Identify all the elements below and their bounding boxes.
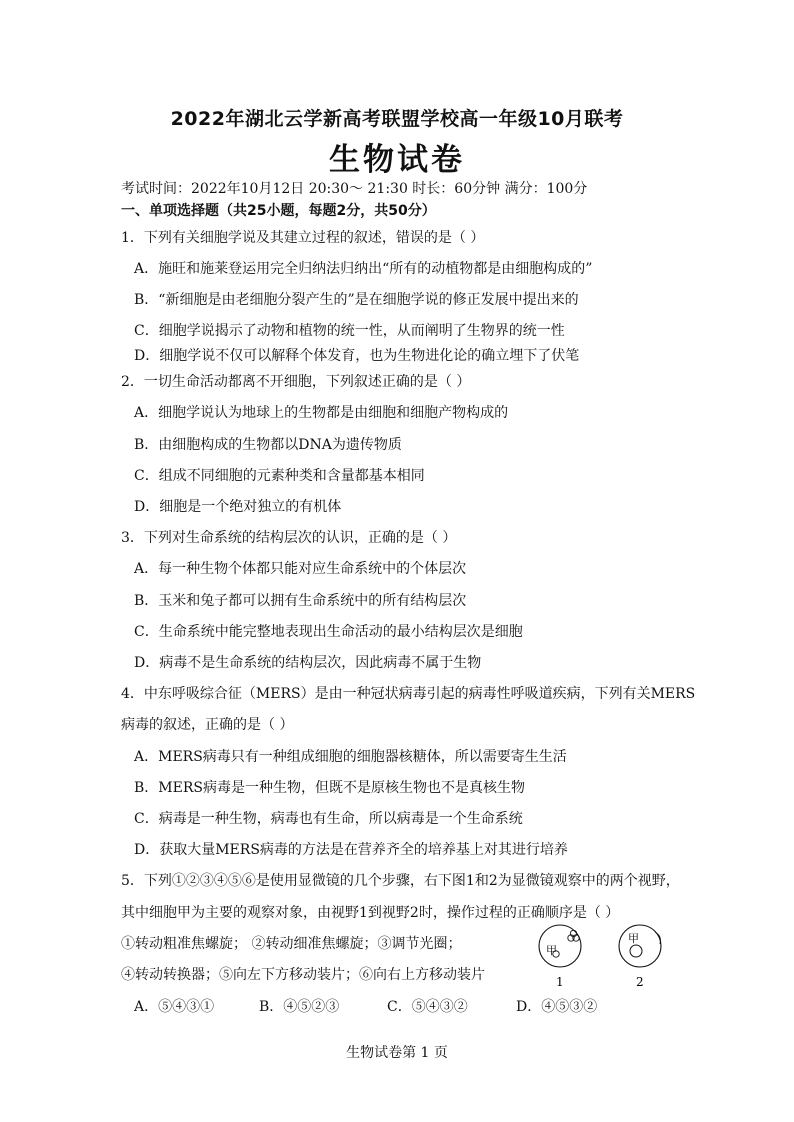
field-1 (539, 925, 581, 989)
question-4-stem-continued: 病毒的叙述，正确的是（ ） (121, 717, 294, 733)
question-1-option-c: C．细胞学说揭示了动物和植物的统一性，从而阐明了生物界的统一性 (134, 323, 565, 339)
microscope-fields-figure (528, 922, 678, 992)
question-4-option-c: C．病毒是一种生物，病毒也有生命，所以病毒是一个生命系统 (134, 811, 523, 827)
question-2-option-a: A．细胞学说认为地球上的生物都是由细胞和细胞产物构成的 (134, 405, 509, 421)
question-3-option-b: B．玉米和兔子都可以拥有生命系统中的所有结构层次 (134, 593, 467, 609)
question-5-steps-line-1: ①转动粗准焦螺旋； ②转动细准焦螺旋；③调节光圈； (121, 936, 462, 952)
section-heading: 一、单项选择题（共25小题，每题2分，共50分） (121, 203, 436, 219)
question-3-option-c: C．生命系统中能完整地表现出生命活动的最小结构层次是细胞 (134, 624, 523, 640)
question-5-option-d: D．④⑤③② (516, 999, 598, 1015)
question-3-option-d: D．病毒不是生命系统的结构层次，因此病毒不属于生物 (134, 655, 482, 671)
question-1-option-a: A．施旺和施莱登运用完全归纳法归纳出“所有的动植物都是由细胞构成的” (134, 261, 593, 277)
question-1-option-b: B．“新细胞是由老细胞分裂产生的”是在细胞学说的修正发展中提出来的 (134, 292, 579, 308)
question-4-stem: 4．中东呼吸综合征（MERS）是由一种冠状病毒引起的病毒性呼吸道疾病，下列有关MERS (121, 686, 696, 702)
page-footer: 生物试卷第 1 页 (346, 1045, 448, 1061)
field-2-cell-label: 甲 (628, 932, 639, 945)
field-2 (619, 925, 661, 989)
question-5-stem: 5．下列①②③④⑤⑥是使用显微镜的几个步骤，右下图1和2为显微镜观察中的两个视野， (121, 873, 680, 889)
question-5-stem-continued: 其中细胞甲为主要的观察对象，由视野1到视野2时，操作过程的正确顺序是（ ） (121, 905, 620, 921)
question-2-option-b: B．由细胞构成的生物都以DNA为遗传物质 (134, 437, 402, 453)
question-2-option-c: C．组成不同细胞的元素种类和含量都基本相同 (134, 468, 425, 484)
field-2-label: 2 (636, 975, 644, 989)
question-1-stem: 1．下列有关细胞学说及其建立过程的叙述，错误的是（ ） (121, 230, 485, 246)
question-2-stem: 2．一切生命活动都离不开细胞，下列叙述正确的是（ ） (121, 374, 471, 390)
question-1-option-d: D．细胞学说不仅可以解释个体发育，也为生物进化论的确立埋下了伏笔 (134, 348, 580, 364)
field-1-label: 1 (556, 975, 564, 989)
question-5-steps-line-2: ④转动转换器；⑤向左下方移动装片；⑥向右上方移动装片 (121, 967, 485, 983)
question-2-option-d: D．细胞是一个绝对独立的有机体 (134, 499, 342, 515)
question-4-option-d: D．获取大量MERS病毒的方法是在营养齐全的培养基上对其进行培养 (134, 842, 568, 858)
question-4-option-a: A．MERS病毒只有一种组成细胞的细胞器核糖体，所以需要寄生生活 (134, 749, 567, 765)
exam-info: 考试时间：2022年10月12日 20:30～ 21:30 时长：60分钟 满分：100分 (121, 181, 588, 197)
field-1-cell-label: 甲 (546, 944, 557, 957)
question-5-option-c: C．⑤④③② (387, 999, 468, 1015)
question-3-stem: 3．下列对生命系统的结构层次的认识，正确的是（ ） (121, 530, 457, 546)
exam-title: 2022年湖北云学新高考联盟学校高一年级10月联考 (170, 108, 624, 130)
subject-title: 生物试卷 (329, 142, 465, 178)
question-4-option-b: B．MERS病毒是一种生物，但既不是原核生物也不是真核生物 (134, 780, 525, 796)
question-3-option-a: A．每一种生物个体都只能对应生命系统中的个体层次 (134, 561, 467, 577)
question-5-option-b: B．④⑤②③ (259, 999, 340, 1015)
question-5-option-a: A．⑤④③① (134, 999, 215, 1015)
